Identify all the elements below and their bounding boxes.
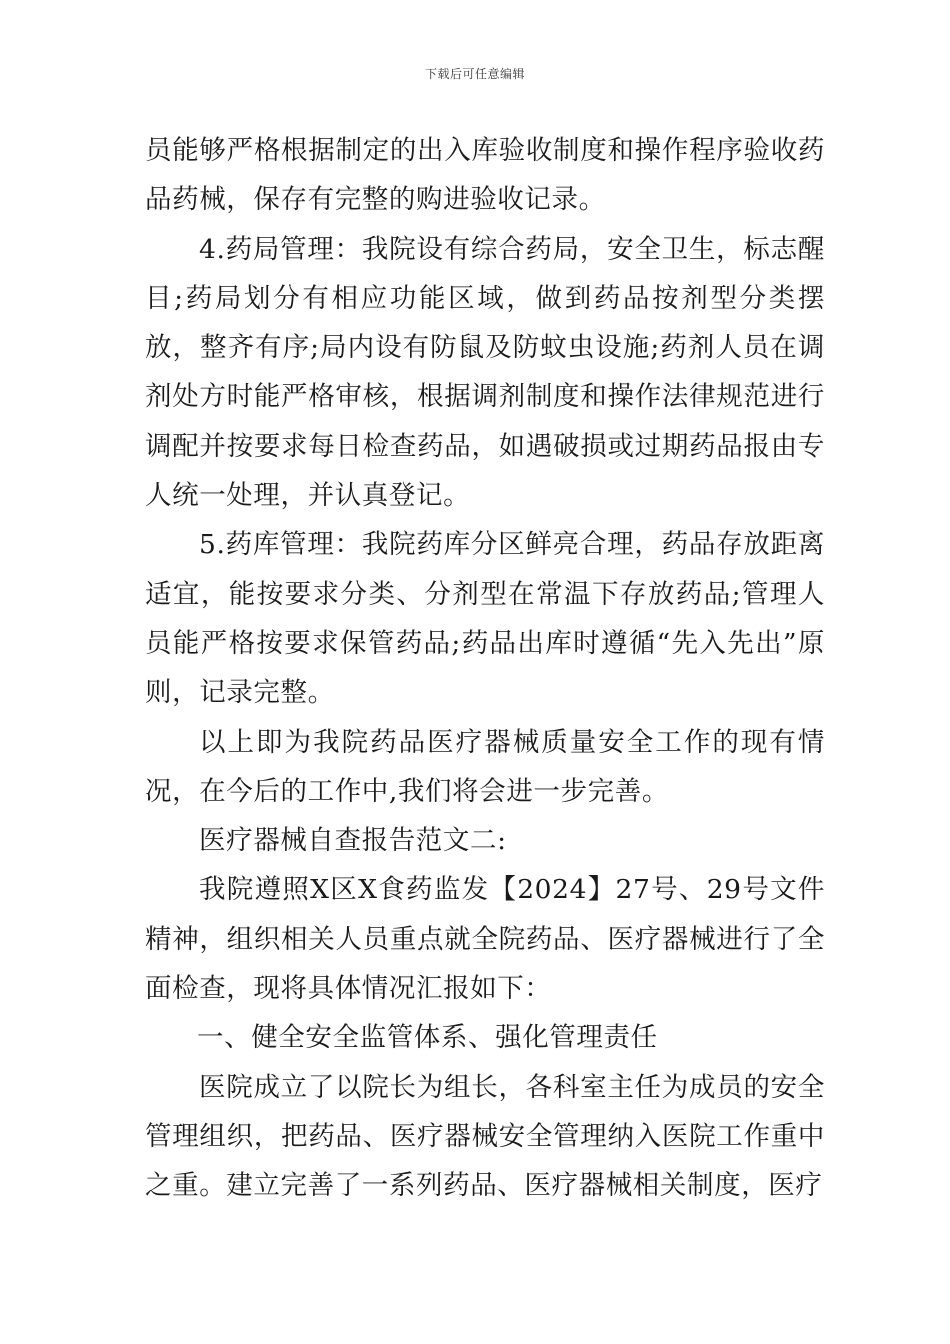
paragraph-summary: 以上即为我院药品医疗器械质量安全工作的现有情况，在今后的工作中,我们将会进一步完善。 <box>145 726 825 807</box>
document-body <box>145 126 825 1211</box>
page-header: 下载后可任意编辑 <box>424 67 525 81</box>
paragraph-pharmacy-management: 4.药局管理：我院设有综合药局，安全卫生，标志醒目;药局划分有相应功能区域，做到药品按剂型分类摆放，整齐有序;局内设有防鼠及防蚊虫设施;药剂人员在调剂处方时能严格审核，根据调剂制度和操作法律规范进行调配并按要求每日检查药品，如遇破损或过期药品报由专人统一处理，并认真登记。 <box>145 233 825 512</box>
section-heading-supervision: 一、健全安全监管体系、强化管理责任 <box>197 1022 658 1054</box>
section-title-sample-two: 医疗器械自查报告范文二: <box>199 825 507 857</box>
paragraph-intake-records: 员能够严格根据制定的出入库验收制度和操作程序验收药品药械，保存有完整的购进验收记录。 <box>145 135 825 216</box>
paragraph-organization: 医院成立了以院长为组长，各科室主任为成员的安全管理组织，把药品、医疗器械安全管理纳入医院工作重中之重。建立完善了一系列药品、医疗器械相关制度，医疗 <box>145 1071 825 1202</box>
paragraph-inspection-intro: 我院遵照X区X食药监发【2024】27号、29号文件精神，组织相关人员重点就全院药品、医疗器械进行了全面检查，现将具体情况汇报如下： <box>145 874 825 1005</box>
paragraph-warehouse-management: 5.药库管理：我院药库分区鲜亮合理，药品存放距离适宜，能按要求分类、分剂型在常温下存放药品;管理人员能严格按要求保管药品;药品出库时遵循“先入先出”原则，记录完整。 <box>145 529 825 709</box>
